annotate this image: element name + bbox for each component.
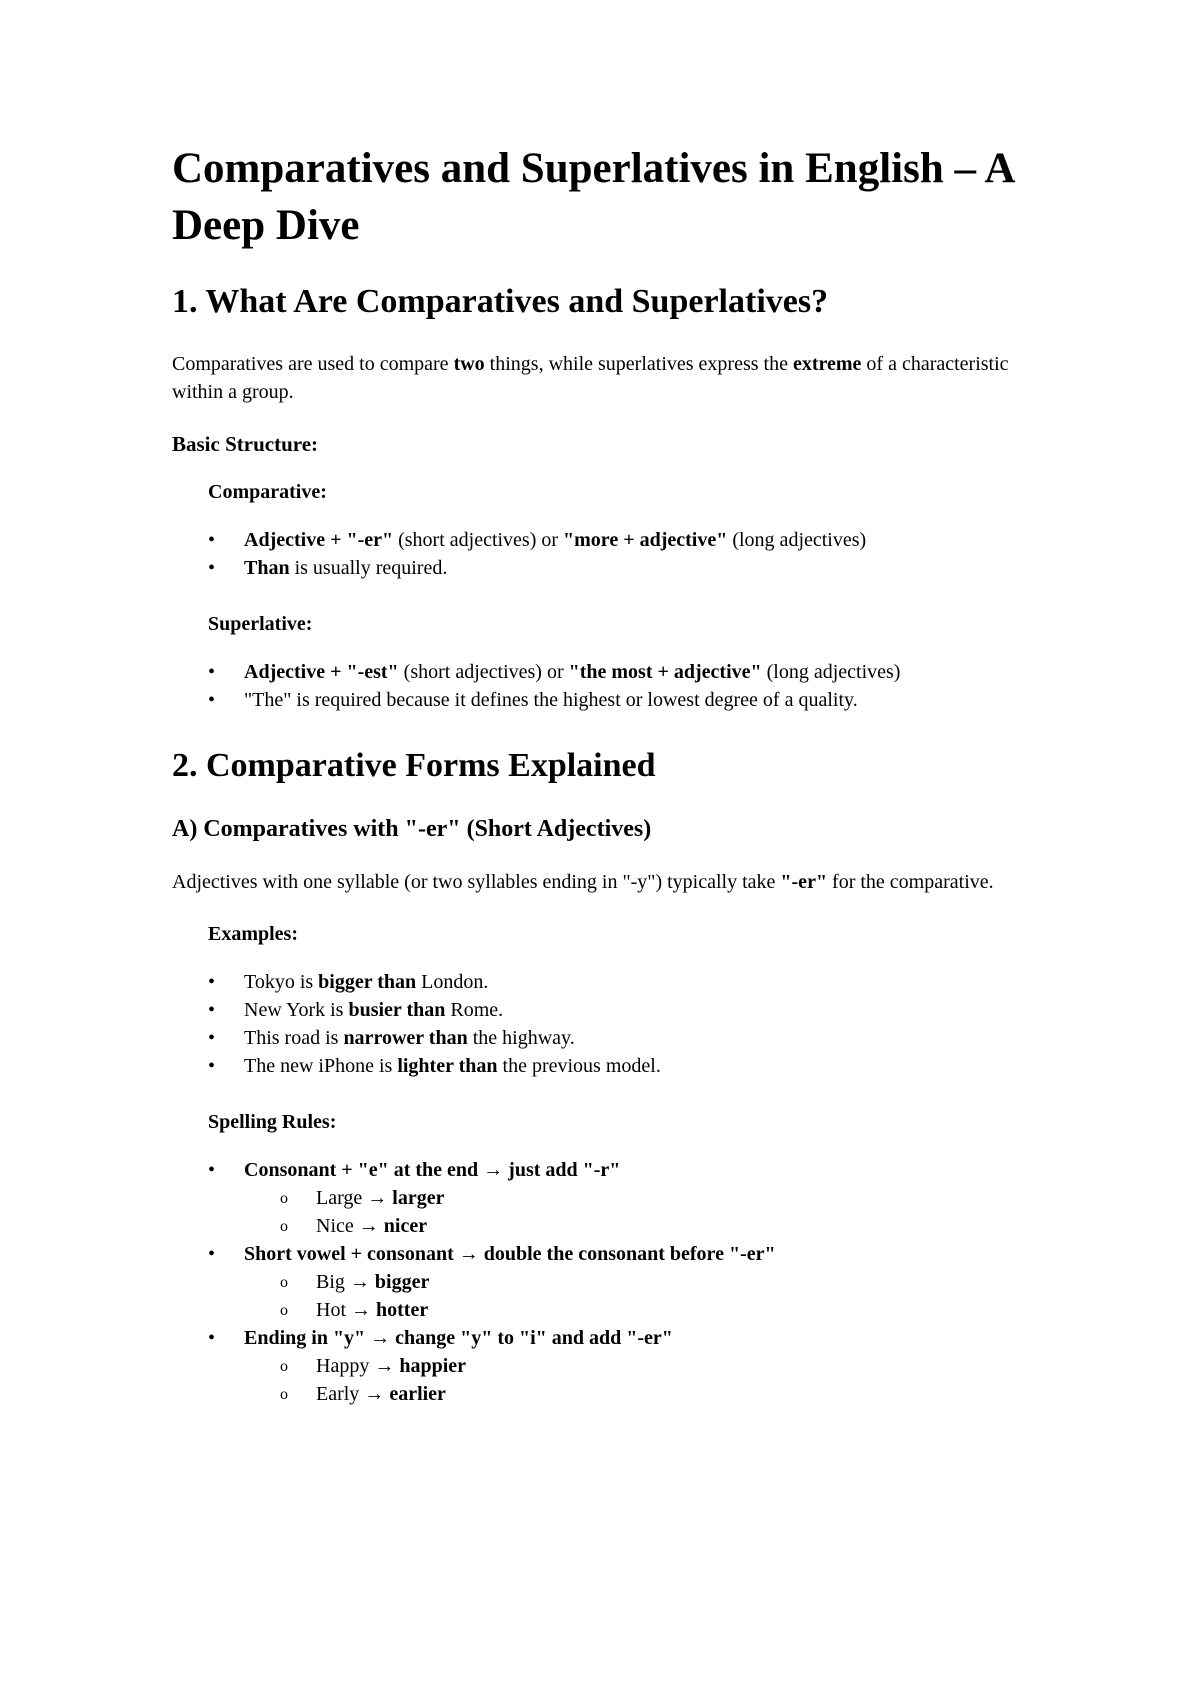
rule-ex-form: hotter xyxy=(376,1299,429,1321)
ex-bold: lighter than xyxy=(397,1055,498,1077)
rule-ex-form: happier xyxy=(399,1355,467,1377)
ex-text: The new iPhone is xyxy=(244,1055,398,1077)
comp-bold-1: Adjective + "-er" xyxy=(244,529,394,551)
ex-text: London. xyxy=(416,971,489,993)
sub-list-item xyxy=(316,1352,1052,1380)
list-item xyxy=(244,554,1052,582)
list-item xyxy=(244,1024,1052,1052)
rule-examples xyxy=(244,1268,1052,1324)
ex-text: Tokyo is xyxy=(244,971,319,993)
rule-examples xyxy=(244,1184,1052,1240)
intro-text-2: things, while superlatives express the xyxy=(484,353,793,375)
comparative-label: Comparative: xyxy=(208,481,327,503)
examples-label: Examples: xyxy=(208,923,298,945)
comp-bold-than: Than xyxy=(244,557,290,579)
rule-ex-base: Happy → xyxy=(316,1355,400,1377)
sup-text-2: (long adjectives) xyxy=(761,661,901,683)
rule-ex-base: Hot → xyxy=(316,1299,376,1321)
ex-text: New York is xyxy=(244,999,349,1021)
suba-text-1: Adjectives with one syllable (or two syllables ending in "-y") typically take xyxy=(172,871,781,893)
suba-text-2: for the comparative. xyxy=(827,871,994,893)
intro-bold-two: two xyxy=(453,353,485,375)
subsection-a-intro xyxy=(172,868,1052,896)
rule-ex-form: bigger xyxy=(374,1271,430,1293)
list-item xyxy=(244,1324,1052,1408)
rule-ex-form: larger xyxy=(392,1187,445,1209)
sub-list-item xyxy=(316,1296,1052,1324)
list-item xyxy=(244,996,1052,1024)
list-item xyxy=(244,686,1052,714)
ex-text: This road is xyxy=(244,1027,344,1049)
basic-structure-heading: Basic Structure: xyxy=(172,432,319,456)
suba-bold-er: "-er" xyxy=(780,871,828,893)
rule-text: Short vowel + consonant → double the consonant before "-er" xyxy=(244,1243,776,1265)
rule-text: Consonant + "e" at the end → just add "-r" xyxy=(244,1159,621,1181)
sub-list-item xyxy=(316,1268,1052,1296)
ex-text: Rome. xyxy=(445,999,504,1021)
intro-text-3: of a characteristic within a group. xyxy=(172,353,1009,403)
rule-ex-base: Big → xyxy=(316,1271,375,1293)
list-item xyxy=(244,1156,1052,1240)
rule-ex-base: Large → xyxy=(316,1187,393,1209)
rule-examples xyxy=(244,1352,1052,1408)
sup-text-the: "The" is required because it defines the highest or lowest degree of a quality. xyxy=(244,689,858,711)
sub-list-item xyxy=(316,1184,1052,1212)
rule-ex-form: earlier xyxy=(389,1383,446,1405)
ex-bold: narrower than xyxy=(343,1027,468,1049)
section-2-heading: 2. Comparative Forms Explained xyxy=(172,747,656,784)
ex-bold: busier than xyxy=(348,999,446,1021)
list-item xyxy=(244,526,1052,554)
list-item xyxy=(244,1052,1052,1080)
rule-ex-base: Nice → xyxy=(316,1215,384,1237)
spelling-rules-label: Spelling Rules: xyxy=(208,1111,337,1133)
comp-text-2: (long adjectives) xyxy=(727,529,867,551)
sup-bold-1: Adjective + "-est" xyxy=(244,661,399,683)
sup-bold-2: "the most + adjective" xyxy=(568,661,762,683)
list-item xyxy=(244,968,1052,996)
list-item xyxy=(244,658,1052,686)
section-1-intro xyxy=(172,350,1052,406)
comp-text-1: (short adjectives) or xyxy=(393,529,564,551)
spelling-rules-list xyxy=(172,1156,1052,1408)
rule-ex-base: Early → xyxy=(316,1383,390,1405)
comp-bold-2: "more + adjective" xyxy=(563,529,728,551)
superlative-label: Superlative: xyxy=(208,613,313,635)
rule-text: Ending in "y" → change "y" to "i" and add "-er" xyxy=(244,1327,673,1349)
comparative-list xyxy=(172,526,1052,582)
ex-bold: bigger than xyxy=(318,971,417,993)
ex-text: the previous model. xyxy=(497,1055,661,1077)
rule-ex-form: nicer xyxy=(383,1215,428,1237)
intro-bold-extreme: extreme xyxy=(792,353,862,375)
sup-text-1: (short adjectives) or xyxy=(398,661,569,683)
ex-text: the highway. xyxy=(467,1027,575,1049)
subsection-a-heading: A) Comparatives with "-er" (Short Adjectives) xyxy=(172,816,652,842)
list-item xyxy=(244,1240,1052,1324)
examples-list xyxy=(172,968,1052,1080)
comp-text-than: is usually required. xyxy=(289,557,448,579)
superlative-list xyxy=(172,658,1052,714)
sub-list-item xyxy=(316,1380,1052,1408)
intro-text-1: Comparatives are used to compare xyxy=(172,353,454,375)
sub-list-item xyxy=(316,1212,1052,1240)
page-title: Comparatives and Superlatives in English – A Deep Dive xyxy=(172,145,1014,249)
section-1-heading: 1. What Are Comparatives and Superlatives? xyxy=(172,283,829,320)
document-page xyxy=(172,140,1052,1436)
